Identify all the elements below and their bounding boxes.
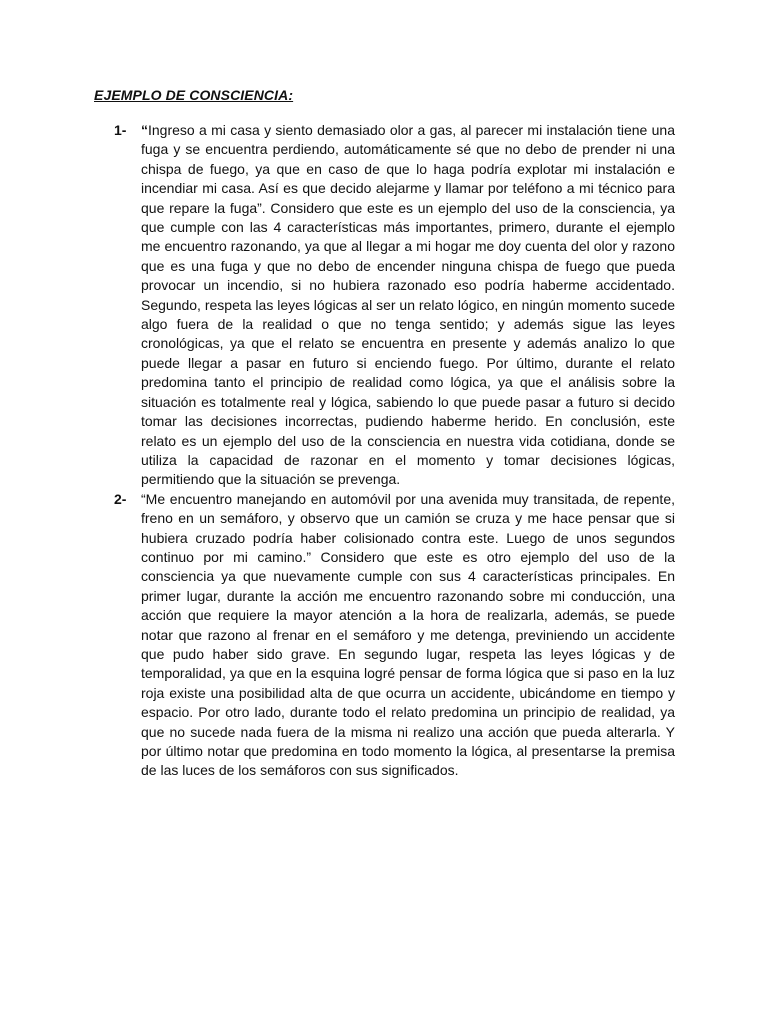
example-list <box>114 121 675 781</box>
item-number: 1- <box>114 122 127 138</box>
item-number: 2- <box>114 490 127 507</box>
document-title: EJEMPLO DE CONSCIENCIA: <box>94 87 294 103</box>
list-item <box>114 490 675 781</box>
item-text: “Me encuentro manejando en automóvil por una avenida muy transitada, de repente, freno en un semáforo, y observo que un camión se cruza y me hace pensar que si hubiera cruzado podría haber colisionado contra este. Luego de unos segundos continuo por mi camino.” Considero que este es otro ejemplo del uso de la consciencia ya que nuevamente cumple con sus 4 características principales. En primer lugar, durante la acción me encuentro razonando sobre mi conducción, una acción que requiere la mayor atención a la hora de realizarla, además, se puede notar que razono al frenar en el semáforo y me detenga, previniendo un accidente que pudo haber sido grave. En segundo lugar, respeta las leyes lógicas y de temporalidad, ya que en la esquina logré pensar de forma lógica que si paso en la luz roja existe una posibilidad alta de que ocurra un accidente, ubicándome en tiempo y espacio. Por otro lado, durante todo el relato predomina un principio de realidad, ya que no sucede nada fuera de la misma ni realizo una acción que pueda alterarla. Y por último notar que predomina en todo momento la lógica, al presentarse la premisa de las luces de los semáforos con sus significados. <box>141 490 675 779</box>
item-open-quote: “ <box>141 122 148 138</box>
item-text: Ingreso a mi casa y siento demasiado olor a gas, al parecer mi instalación tiene una fuga y se encuentra perdiendo, automáticamente sé que no debo de prender ni una chispa de fuego, ya que en caso de que lo haga podría explotar mi instalación e incendiar mi casa. Así es que decido alejarme y llamar por teléfono a mi técnico para que repare la fuga”. Considero que este es un ejemplo del uso de la consciencia, ya que cumple con las 4 características más importantes, primero, durante el ejemplo me encuentro razonando, ya que al llegar a mi hogar me doy cuenta del olor y razono que es una fuga y que no debo de encender ninguna chispa de fuego que pueda provocar un incendio, si no hubiera razonado eso podría haberme accidentado. Segundo, respeta las leyes lógicas al ser un relato lógico, en ningún momento sucede algo fuera de la realidad o que no tenga sentido; y además sigue las leyes cronológicas, ya que el relato se encuentra en presente y además analizo lo que puede llegar a pasar en futuro si enciendo fuego. Por último, durante el relato predomina tanto el principio de realidad como lógica, ya que el análisis sobre la situación es totalmente real y lógica, sabiendo lo que puede pasar a futuro si decido tomar las decisiones incorrectas, pudiendo haberme herido. En conclusión, este relato es un ejemplo del uso de la consciencia en nuestra vida cotidiana, donde se utiliza la capacidad de razonar en el momento y tomar decisiones lógicas, permitiendo que la situación se prevenga. <box>141 122 675 488</box>
list-item <box>114 121 675 490</box>
